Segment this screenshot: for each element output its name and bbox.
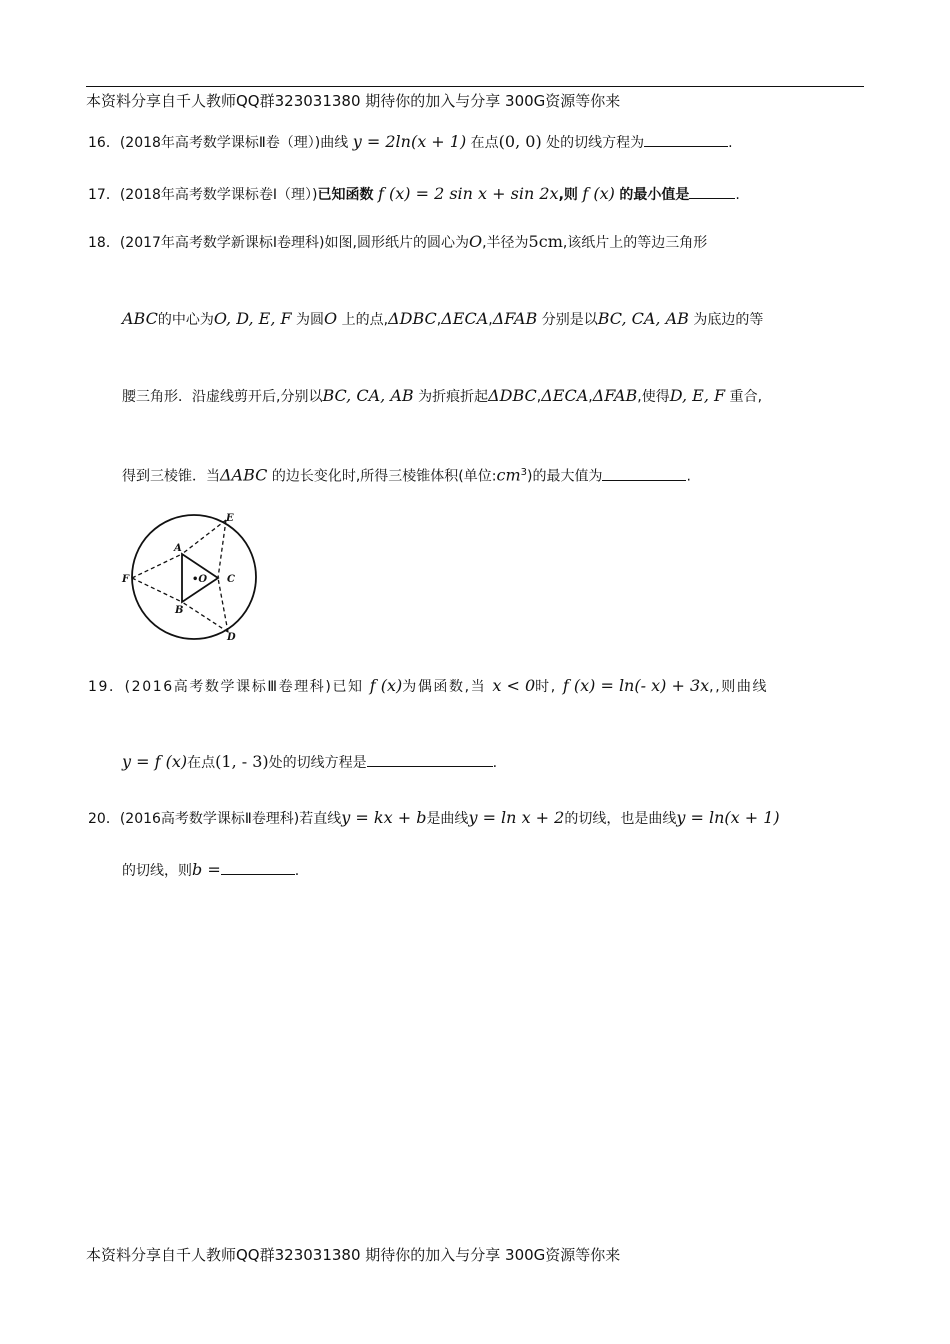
question-18-line-3 bbox=[122, 386, 762, 407]
q18-text: ,半径为 bbox=[482, 235, 529, 251]
q16-number: 16． bbox=[88, 135, 120, 151]
q20-math: y = ln(x + 1) bbox=[676, 808, 780, 827]
q17-end: . bbox=[735, 187, 740, 203]
figure-label-d: D bbox=[227, 632, 236, 643]
q17-answer-blank bbox=[689, 184, 735, 199]
q18-math: cm bbox=[496, 465, 521, 485]
q19-math: (1, - 3) bbox=[215, 752, 269, 771]
q20-text: 若直线 bbox=[299, 811, 342, 827]
q17-fx: f (x) bbox=[582, 184, 615, 203]
question-20-line-1 bbox=[88, 808, 780, 829]
question-18-line-1 bbox=[88, 232, 707, 253]
page-header: 本资料分享自千人教师QQ群323031380 期待你的加入与分享 300G资源等你来 bbox=[86, 92, 621, 110]
q19-source: (2016高考数学课标Ⅲ卷理科) bbox=[124, 679, 333, 695]
q16-text: 曲线 bbox=[320, 135, 349, 151]
question-16 bbox=[88, 132, 733, 153]
q20-math: y = kx + b bbox=[341, 808, 427, 827]
q18-math: ΔABC bbox=[220, 465, 268, 485]
question-20-line-2 bbox=[122, 860, 299, 881]
q19-text: ,,则曲线 bbox=[709, 679, 769, 695]
q18-text: 得到三棱锥．当 bbox=[122, 468, 220, 485]
question-17 bbox=[88, 184, 740, 205]
q18-math: O bbox=[324, 309, 338, 328]
q16-answer-blank bbox=[644, 132, 728, 147]
q18-text: )的最大值为 bbox=[527, 468, 603, 485]
q18-math: ΔECA bbox=[441, 309, 489, 328]
q18-text: 为底边的等 bbox=[693, 312, 764, 328]
figure-label-a: A bbox=[174, 543, 182, 554]
figure-label-f: F bbox=[122, 574, 130, 585]
question-19-line-2 bbox=[122, 752, 497, 773]
q19-text: 在点 bbox=[187, 755, 216, 771]
question-18-line-4 bbox=[122, 463, 691, 487]
q18-text: , bbox=[488, 312, 493, 328]
q18-math: ΔFAB bbox=[492, 309, 538, 328]
q20-math: b = bbox=[192, 860, 221, 879]
q19-end: . bbox=[492, 755, 498, 771]
q19-text: 已知 bbox=[332, 679, 364, 695]
page-footer: 本资料分享自千人教师QQ群323031380 期待你的加入与分享 300G资源等你来 bbox=[86, 1246, 621, 1264]
q18-text: ,使得 bbox=[637, 389, 670, 405]
q17-text: ,则 bbox=[558, 187, 578, 203]
q18-number: 18． bbox=[88, 235, 120, 251]
q17-expression: f (x) = 2 sin x + sin 2x bbox=[377, 184, 559, 203]
q18-math: D, E, F bbox=[669, 386, 726, 405]
q17-text: 已知函数 bbox=[317, 187, 374, 203]
figure-label-b: B bbox=[175, 605, 184, 616]
q20-number: 20． bbox=[88, 811, 120, 827]
q20-text: 的切线，也是曲线 bbox=[564, 811, 677, 827]
q18-math: BC, CA, AB bbox=[322, 386, 414, 405]
q18-text: 为折痕折起 bbox=[418, 389, 489, 405]
q18-text: 如图,圆形纸片的圆心为 bbox=[324, 235, 469, 251]
q19-answer-blank bbox=[367, 752, 493, 767]
q19-text: 为偶函数,当 bbox=[402, 679, 487, 695]
q20-text: 的切线，则 bbox=[122, 863, 192, 879]
q16-text: 处的切线方程为 bbox=[546, 135, 645, 151]
q18-text: 上的点, bbox=[341, 312, 389, 328]
q18-math: O bbox=[468, 232, 483, 251]
q18-math: ΔDBC bbox=[488, 386, 537, 405]
q16-expression: y = 2ln(x + 1) bbox=[352, 132, 467, 151]
q18-math: 5cm bbox=[528, 232, 563, 251]
q18-math: ΔDBC bbox=[388, 309, 437, 328]
q16-source: (2018年高考数学课标Ⅱ卷（理）) bbox=[119, 135, 321, 151]
q17-number: 17． bbox=[88, 187, 120, 203]
figure-label-o: •O bbox=[192, 574, 208, 585]
question-18-line-2 bbox=[122, 309, 763, 330]
q20-answer-blank bbox=[221, 860, 295, 875]
q16-point: (0, 0) bbox=[498, 132, 542, 151]
q19-text: 时, bbox=[535, 679, 557, 695]
q18-math: ABC bbox=[122, 309, 158, 328]
q20-text: 是曲线 bbox=[426, 811, 469, 827]
q18-text: 重合, bbox=[729, 389, 763, 405]
q18-math: O, D, E, F bbox=[213, 309, 292, 328]
q18-text: ,该纸片上的等边三角形 bbox=[562, 235, 708, 251]
q18-text: , bbox=[588, 389, 593, 405]
q18-text: , bbox=[436, 312, 442, 328]
q18-answer-blank bbox=[602, 466, 686, 481]
q18-end: . bbox=[686, 468, 691, 485]
q20-source: (2016高考数学课标Ⅱ卷理科) bbox=[119, 811, 300, 827]
q18-text: 为圆 bbox=[296, 312, 325, 328]
q19-number: 19． bbox=[88, 679, 125, 695]
q19-math: x < 0 bbox=[492, 676, 536, 695]
q18-text: 的边长变化时,所得三棱锥体积(单位: bbox=[271, 468, 497, 485]
q18-text: 的中心为 bbox=[157, 312, 214, 328]
q17-source: (2018年高考数学课标卷Ⅰ（理）) bbox=[119, 187, 318, 203]
q18-math: ΔECA bbox=[541, 386, 589, 405]
q18-text: , bbox=[536, 389, 542, 405]
figure-label-e: E bbox=[226, 513, 234, 524]
q20-math: y = ln x + 2 bbox=[468, 808, 565, 827]
q18-source: (2017年高考数学新课标Ⅰ卷理科) bbox=[119, 235, 325, 251]
q18-math: BC, CA, AB bbox=[597, 309, 689, 328]
q18-unit-exponent: 3 bbox=[520, 467, 528, 478]
q16-end: . bbox=[728, 135, 733, 151]
q19-math: y = f (x) bbox=[122, 752, 188, 771]
circle-triangle-figure bbox=[118, 508, 268, 643]
q19-math: f (x) bbox=[369, 676, 403, 695]
q17-text: 的最小值是 bbox=[619, 187, 690, 203]
question-19-line-1 bbox=[88, 676, 768, 697]
q16-text: 在点 bbox=[470, 135, 499, 151]
q18-text: 分别是以 bbox=[541, 312, 598, 328]
figure-label-c: C bbox=[227, 574, 235, 585]
header-rule bbox=[86, 86, 864, 87]
q19-math: f (x) = ln(- x) + 3x bbox=[562, 676, 710, 695]
q18-text: 腰三角形．沿虚线剪开后,分别以 bbox=[122, 389, 323, 405]
q18-math: ΔFAB bbox=[592, 386, 638, 405]
q20-end: . bbox=[294, 863, 300, 879]
q19-text: 处的切线方程是 bbox=[268, 755, 367, 771]
